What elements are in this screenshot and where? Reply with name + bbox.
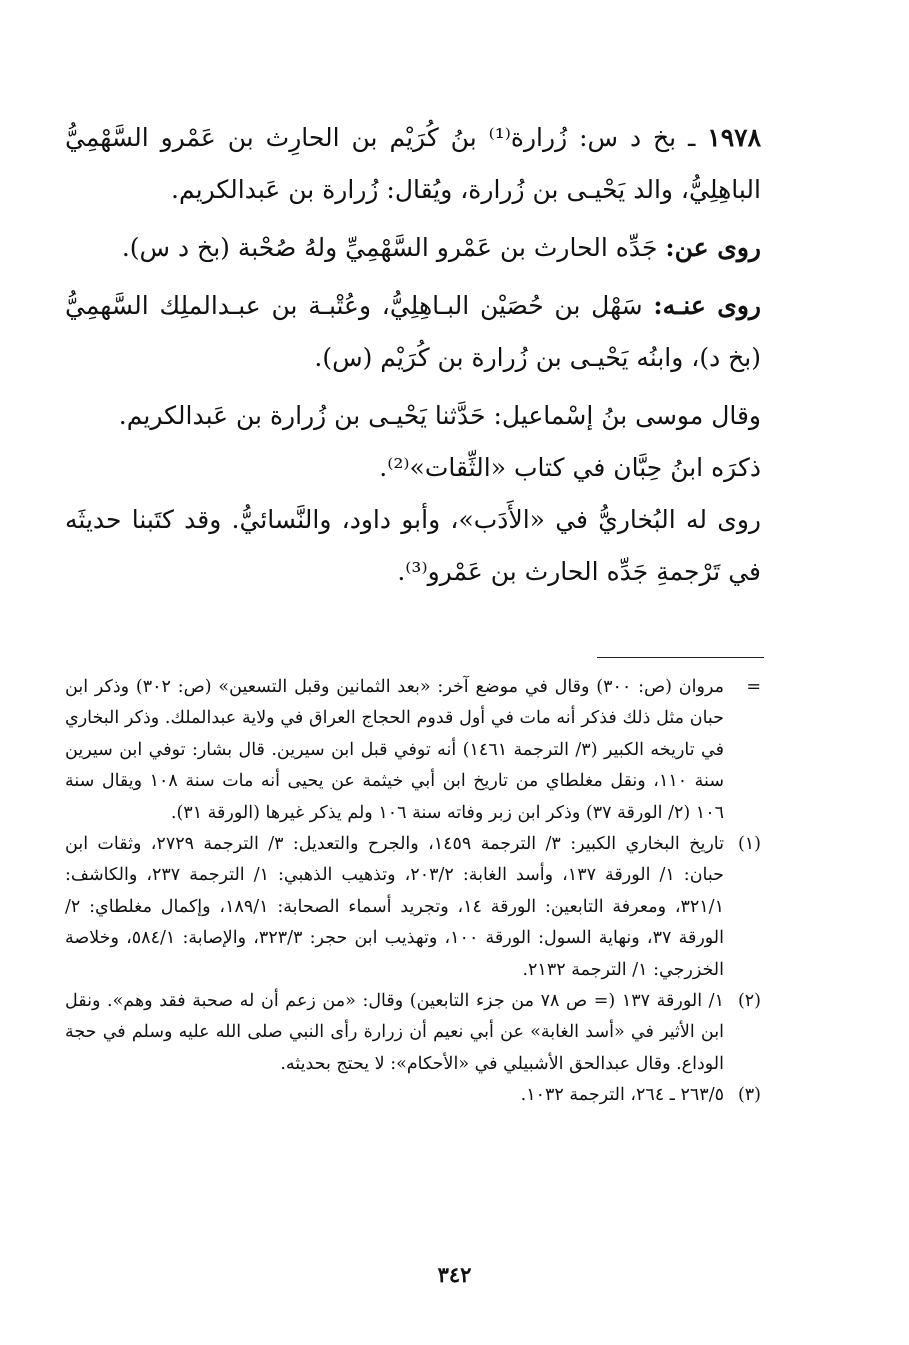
- footnote: [65, 1080, 761, 1111]
- ibn-hibban-paragraph: ذكرَه ابنُ حِبَّان في كتاب «الثِّقات»⁽²⁾.: [379, 453, 761, 482]
- rawa-lahu-paragraph: روى له البُخاريُّ في «الأَدَب»، وأبو داود، والنَّسائيُّ. وقد كتَبنا حديثَه في تَرْجمةِ جَدِّه الحارث بن عَمْرو⁽³⁾.: [65, 505, 761, 586]
- footnote: [65, 829, 761, 986]
- footnote: [65, 986, 761, 1080]
- rawa-an-label: روى عن:: [665, 233, 761, 262]
- entry-heading: [65, 112, 761, 216]
- footnote-text: تاريخ البخاري الكبير: ٣/ الترجمة ١٤٥٩، والجرح والتعديل: ٣/ الترجمة ٢٧٢٩، وثقات ابن حبان: ١/ الورقة ١٣٧، وأسد الغابة: ٢٠٣/٢، وتذهيب الذهبي: ١/ الترجمة ٢٣٧، والكاشف: ٣٢١/١، ومعرفة التابعين: الورقة ١٤، وتجريد أسماء الصحابة: ١٨٩/١، وإكمال مغلطاي: ٢/ الورقة ٣٧، ونهاية السول: الورقة ١٠٠، وتهذيب ابن حجر: ٣٢٣/٣، والإصابة: ٥٨٤/١، وخلاصة الخزرجي: ١/ الترجمة ٢١٣٢.: [65, 834, 725, 980]
- page-number: ٣٤٢: [437, 1262, 472, 1287]
- main-text: [65, 112, 761, 598]
- rawa-an-text: جَدِّه الحارث بن عَمْرو السَّهْمِيِّ ولهُ صُحْبة (بخ د س).: [121, 233, 666, 262]
- footnote-mark: (٣): [737, 1085, 761, 1106]
- footnote-mark: (١): [737, 834, 761, 855]
- entry-number: ١٩٧٨: [707, 123, 761, 152]
- footnotes: [65, 672, 761, 1112]
- rawa-anhu-paragraph: [65, 280, 761, 384]
- footnote-text: مروان (ص: ٣٠٠) وقال في موضع آخر: «بعد الثمانين وقبل التسعين» (ص: ٣٠٢) وذكر ابن حبان مثل ذلك فذكر أنه مات في أول قدوم الحجاج العراق في ولاية عبدالملك. وذكر البخاري في تاريخه الكبير (٣/ الترجمة ١٤٦١) أنه توفي قبل ابن سيرين. قال بشار: توفي ابن سيرين سنة ١١٠، ونقل مغلطاي من تاريخ ابن أبي خيثمة عن يحيى أنه مات سنة ١٠٨ ويقال سنة ١٠٦ (٢/ الورقة ٣٧) وذكر ابن زبر وفاته سنة ١٠٦ ولم يذكر غيرها (الورقة ٣١).: [65, 677, 724, 823]
- footnote: [65, 672, 761, 829]
- footnote-text: ٢٦٣/٥ ـ ٢٦٤، الترجمة ١٠٣٢.: [520, 1085, 724, 1106]
- rawa-anhu-label: روى عنـه:: [653, 291, 761, 320]
- footnote-divider: [597, 657, 764, 658]
- rawa-an-paragraph: [65, 222, 761, 274]
- rawa-anhu-text: سَهْل بن حُصَيْن البـاهِلِيُّ، وعُتْبـة بن عبـدالملِك السَّهمِيُّ (بخ د)، وابنُه يَحْيـى بن زُرارة بن كُرَيْم (س).: [65, 291, 761, 372]
- footnote-mark: (٢): [737, 991, 761, 1012]
- footnote-text: ١/ الورقة ١٣٧ (= ص ٧٨ من جزء التابعين) وقال: «من زعم أن له صحبة فقد وهم». ونقل ابن الأثير في «أسد الغابة» عن أبي نعيم أن زرارة رأى النبي صلى الله عليه وسلم في حجة الوداع. وقال عبدالحق الأشبيلي في «الأحكام»: لا يحتج بحديثه.: [65, 991, 724, 1074]
- entry-heading-text: ـ بخ د س: زُرارة⁽¹⁾ بنُ كُرَيْم بن الحارِث بن عَمْرو السَّهْمِيُّ الباهِلِيُّ، والد يَحْيـى بن زُرارة، ويُقال: زُرارة بن عَبدالكريم.: [65, 123, 761, 204]
- footnote-mark: =: [746, 677, 761, 697]
- musa-paragraph: وقال موسى بنُ إسْماعيل: حَدَّثنا يَحْيـى بن زُرارة بن عَبدالكريم.: [118, 401, 761, 430]
